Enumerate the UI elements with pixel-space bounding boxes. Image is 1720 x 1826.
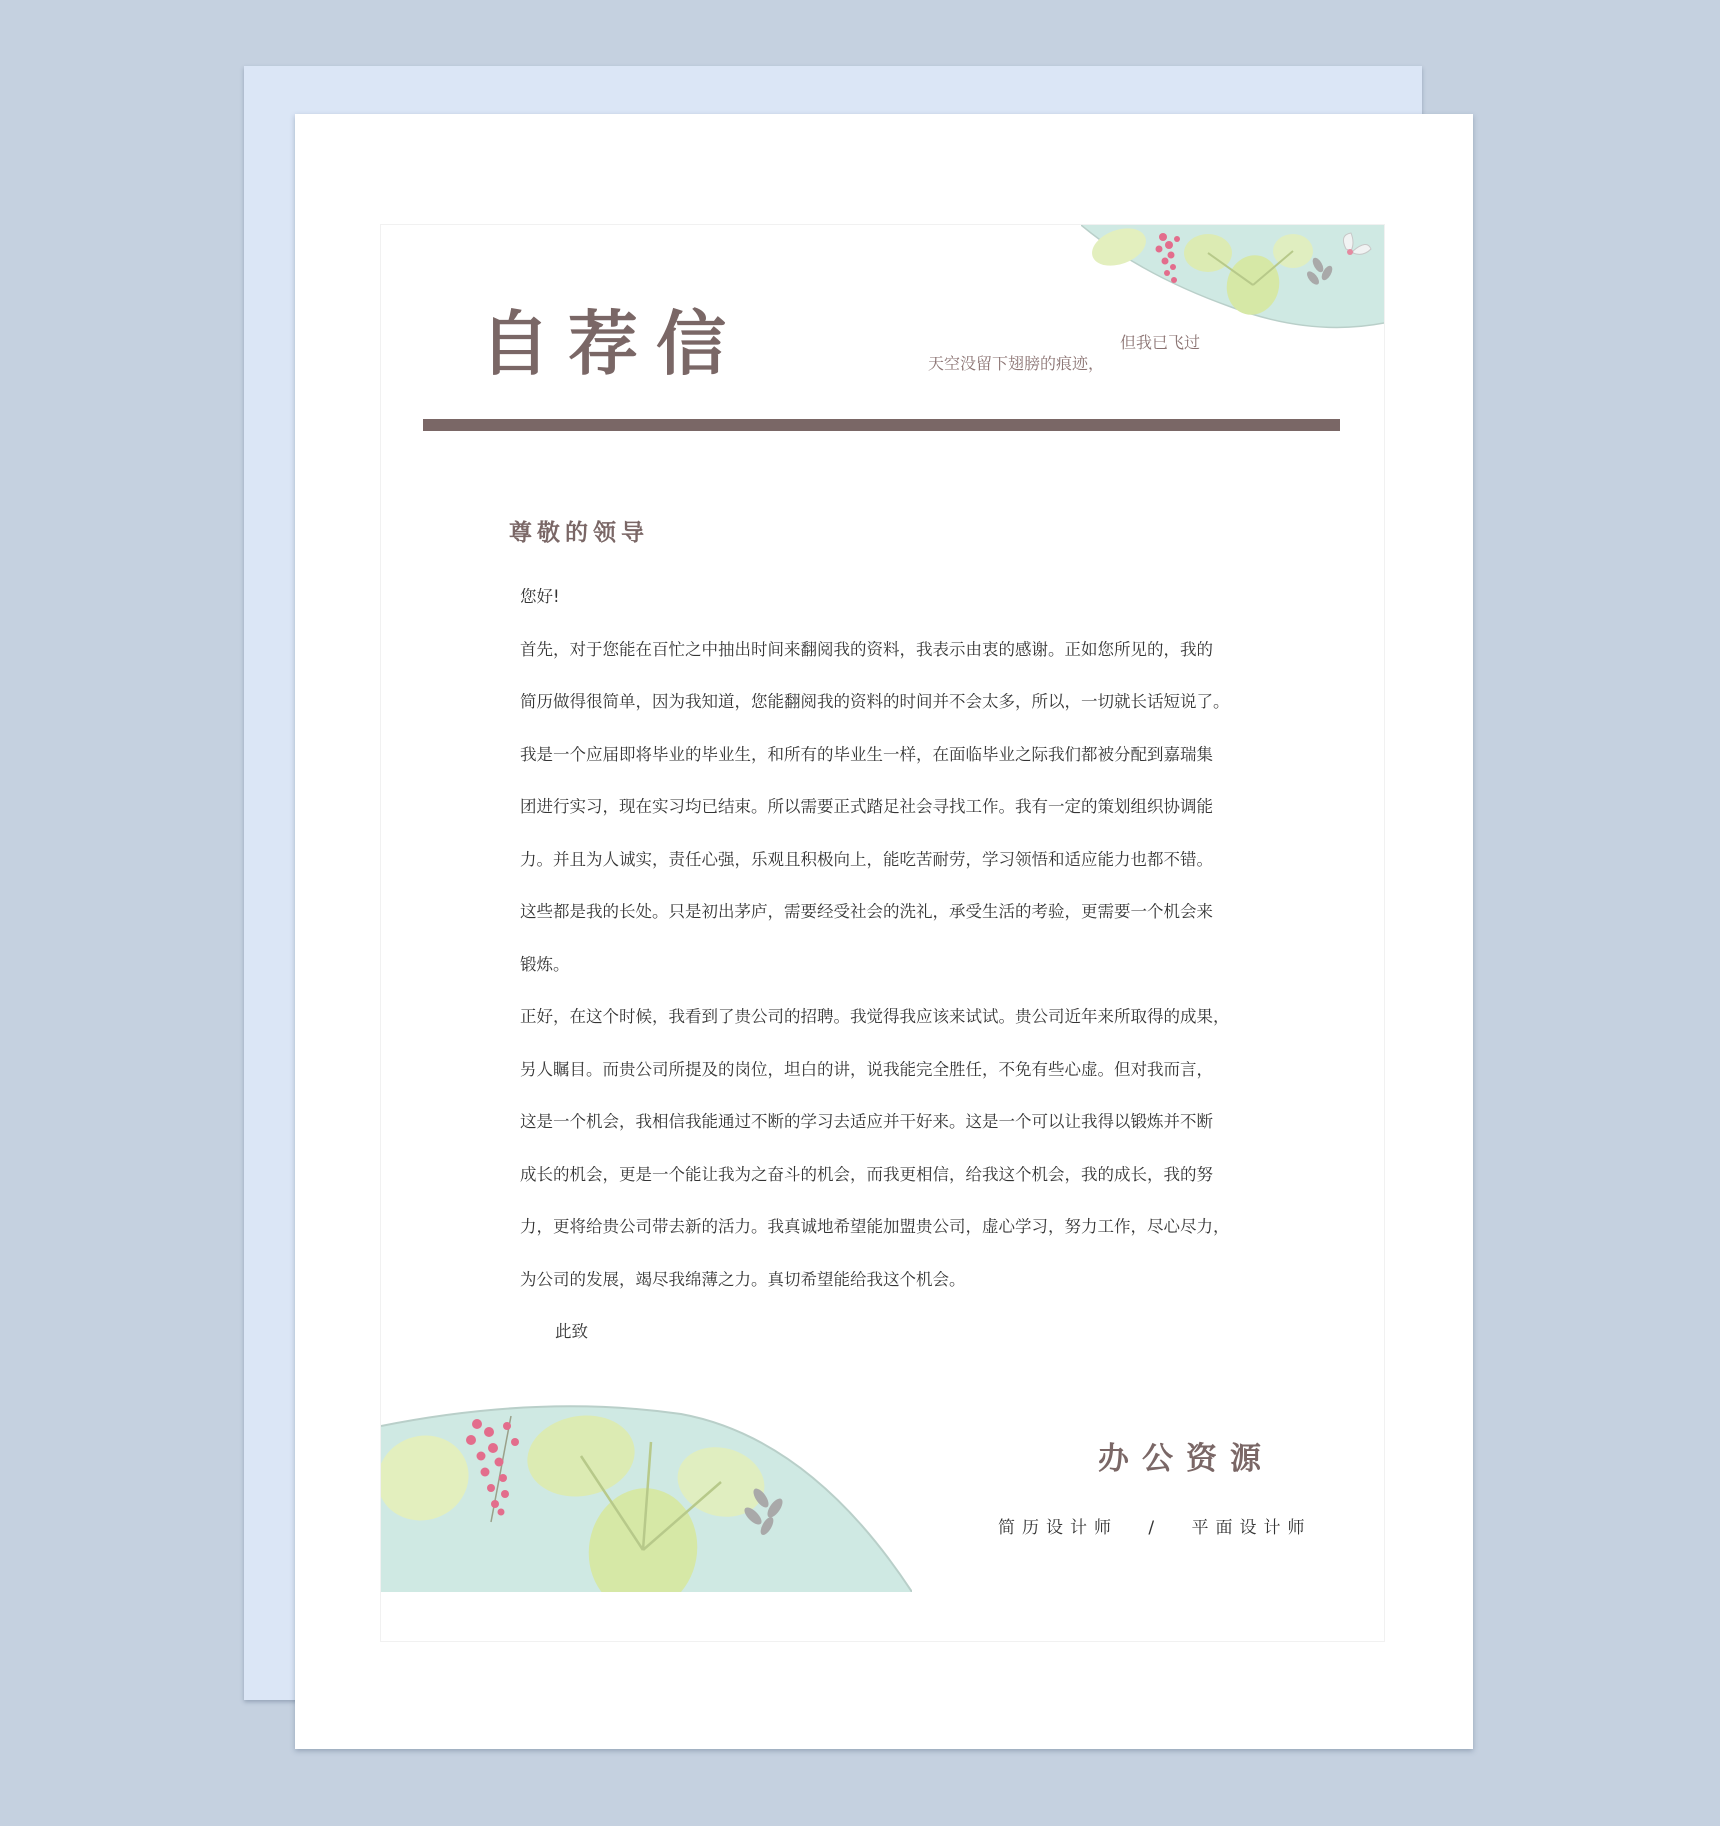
closing-phrase: 此致 [555,1322,588,1341]
body-line: 另人瞩目。而贵公司所提及的岗位，坦白的讲，说我能完全胜任，不免有些心虚。但对我而言， [520,1059,1213,1079]
body-line: 首先，对于您能在百忙之中抽出时间来翻阅我的资料，我表示由衷的感谢。正如您所见的，我的 [520,639,1213,659]
cover-letter [380,224,1385,1642]
brand-name: 办公资源 [1098,1441,1274,1477]
job-titles [998,1513,1312,1538]
floral-decoration-bottom [381,1402,912,1592]
role-resume-designer: 简历设计师 [998,1518,1118,1538]
floral-decoration-top [1081,225,1384,333]
letter-body [520,571,1280,1359]
body-line: 您好! [520,587,560,606]
salutation: 尊敬的领导 [509,520,649,546]
body-line: 为公司的发展，竭尽我绵薄之力。真切希望能给我这个机会。 [520,1269,966,1289]
body-line: 我是一个应届即将毕业的毕业生，和所有的毕业生一样，在面临毕业之际我们都被分配到嘉瑞集 [520,744,1213,764]
body-line: 成长的机会，更是一个能让我为之奋斗的机会，而我更相信，给我这个机会，我的成长，我的努 [520,1164,1213,1184]
title-underline-bar [423,419,1340,431]
body-line: 团进行实习，现在实习均已结束。所以需要正式踏足社会寻找工作。我有一定的策划组织协调能 [520,797,1213,816]
body-line: 这是一个机会，我相信我能通过不断的学习去适应并干好来。这是一个可以让我得以锻炼并不断 [520,1112,1213,1131]
body-line: 力，更将给贵公司带去新的活力。我真诚地希望能加盟贵公司，虚心学习，努力工作，尽心尽力， [520,1217,1230,1236]
role-graphic-designer: 平面设计师 [1191,1518,1312,1538]
body-line: 锻炼。 [520,954,570,974]
role-separator: / [1148,1518,1162,1538]
body-line: 力。并且为人诚实，责任心强，乐观且积极向上，能吃苦耐劳，学习领悟和适应能力也都不错。 [520,849,1213,869]
page-title: 自荐信 [480,303,744,385]
body-line: 正好，在这个时候，我看到了贵公司的招聘。我觉得我应该来试试。贵公司近年来所取得的成果， [520,1007,1230,1026]
body-line: 简历做得很简单，因为我知道，您能翻阅我的资料的时间并不会太多，所以，一切就长话短说了。 [520,692,1230,711]
motto-line-2: 但我已飞过 [1120,333,1201,352]
body-line: 这些都是我的长处。只是初出茅庐，需要经受社会的洗礼，承受生活的考验，更需要一个机会来 [520,902,1213,921]
motto-line-1: 天空没留下翅膀的痕迹， [928,354,1105,373]
